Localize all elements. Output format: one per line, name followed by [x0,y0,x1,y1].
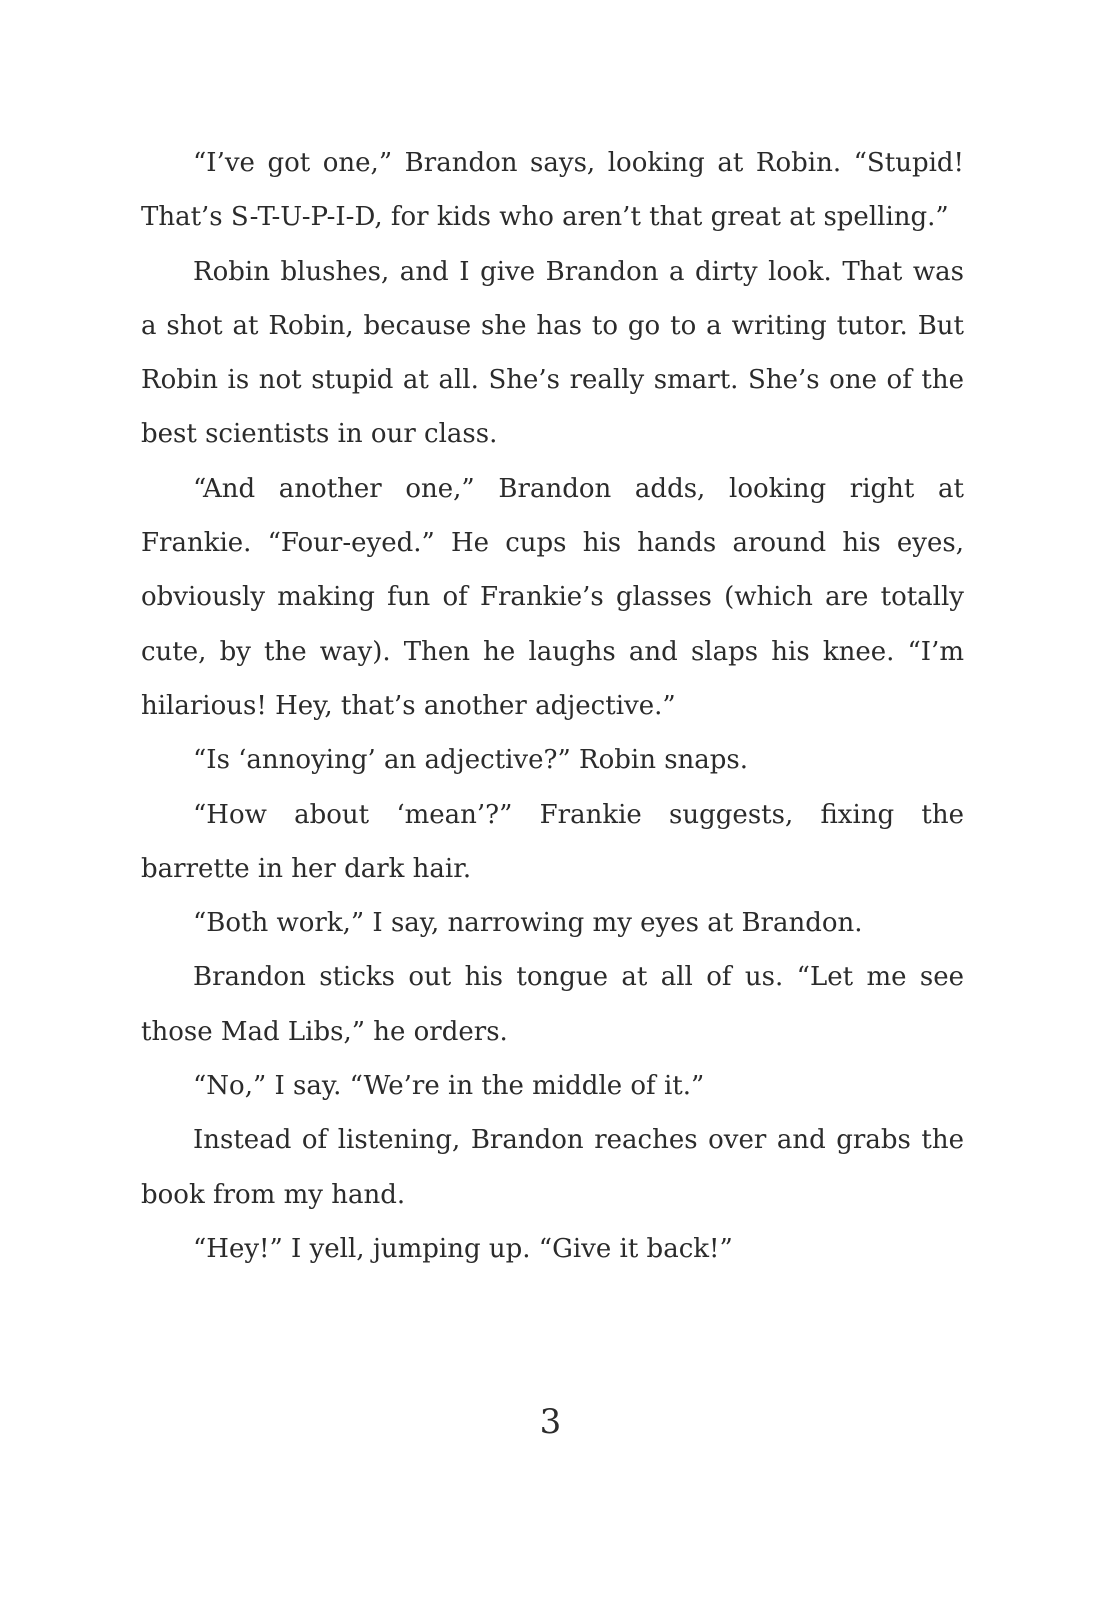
paragraph: “Is ‘annoying’ an adjective?” Robin snaps. [193,745,749,776]
page-number: 3 [539,1402,562,1442]
paragraph: “I’ve got one,” Brandon says, looking at Robin. “Stupid! That’s S-T-U-P-I-D, for kids who aren’t that great at spelling.” [141,148,964,233]
paragraph: “How about ‘mean’?” Frankie suggests, fixing the barrette in her dark hair. [141,799,964,884]
page-body [141,136,964,1276]
paragraph: “Hey!” I yell, jumping up. “Give it back!” [193,1233,733,1264]
paragraph: Brandon sticks out his tongue at all of us. “Let me see those Mad Libs,” he orders. [141,962,964,1047]
paragraph: “No,” I say. “We’re in the middle of it.” [193,1071,705,1102]
paragraph: Instead of listening, Brandon reaches over and grabs the book from my hand. [141,1125,964,1210]
paragraph: “And another one,” Brandon adds, looking right at Frankie. “Four-eyed.” He cups his hands around his eyes, obviously making fun of Frankie’s glasses (which are totally cute, by the way). Then he laughs and slaps his knee. “I’m hilarious! Hey, that’s another adjective.” [141,473,964,721]
paragraph: Robin blushes, and I give Brandon a dirty look. That was a shot at Robin, because she has to go to a writing tutor. But Robin is not stupid at all. She’s really smart. She’s one of the best scientists in our class. [141,256,964,450]
paragraph: “Both work,” I say, narrowing my eyes at Brandon. [193,908,863,939]
